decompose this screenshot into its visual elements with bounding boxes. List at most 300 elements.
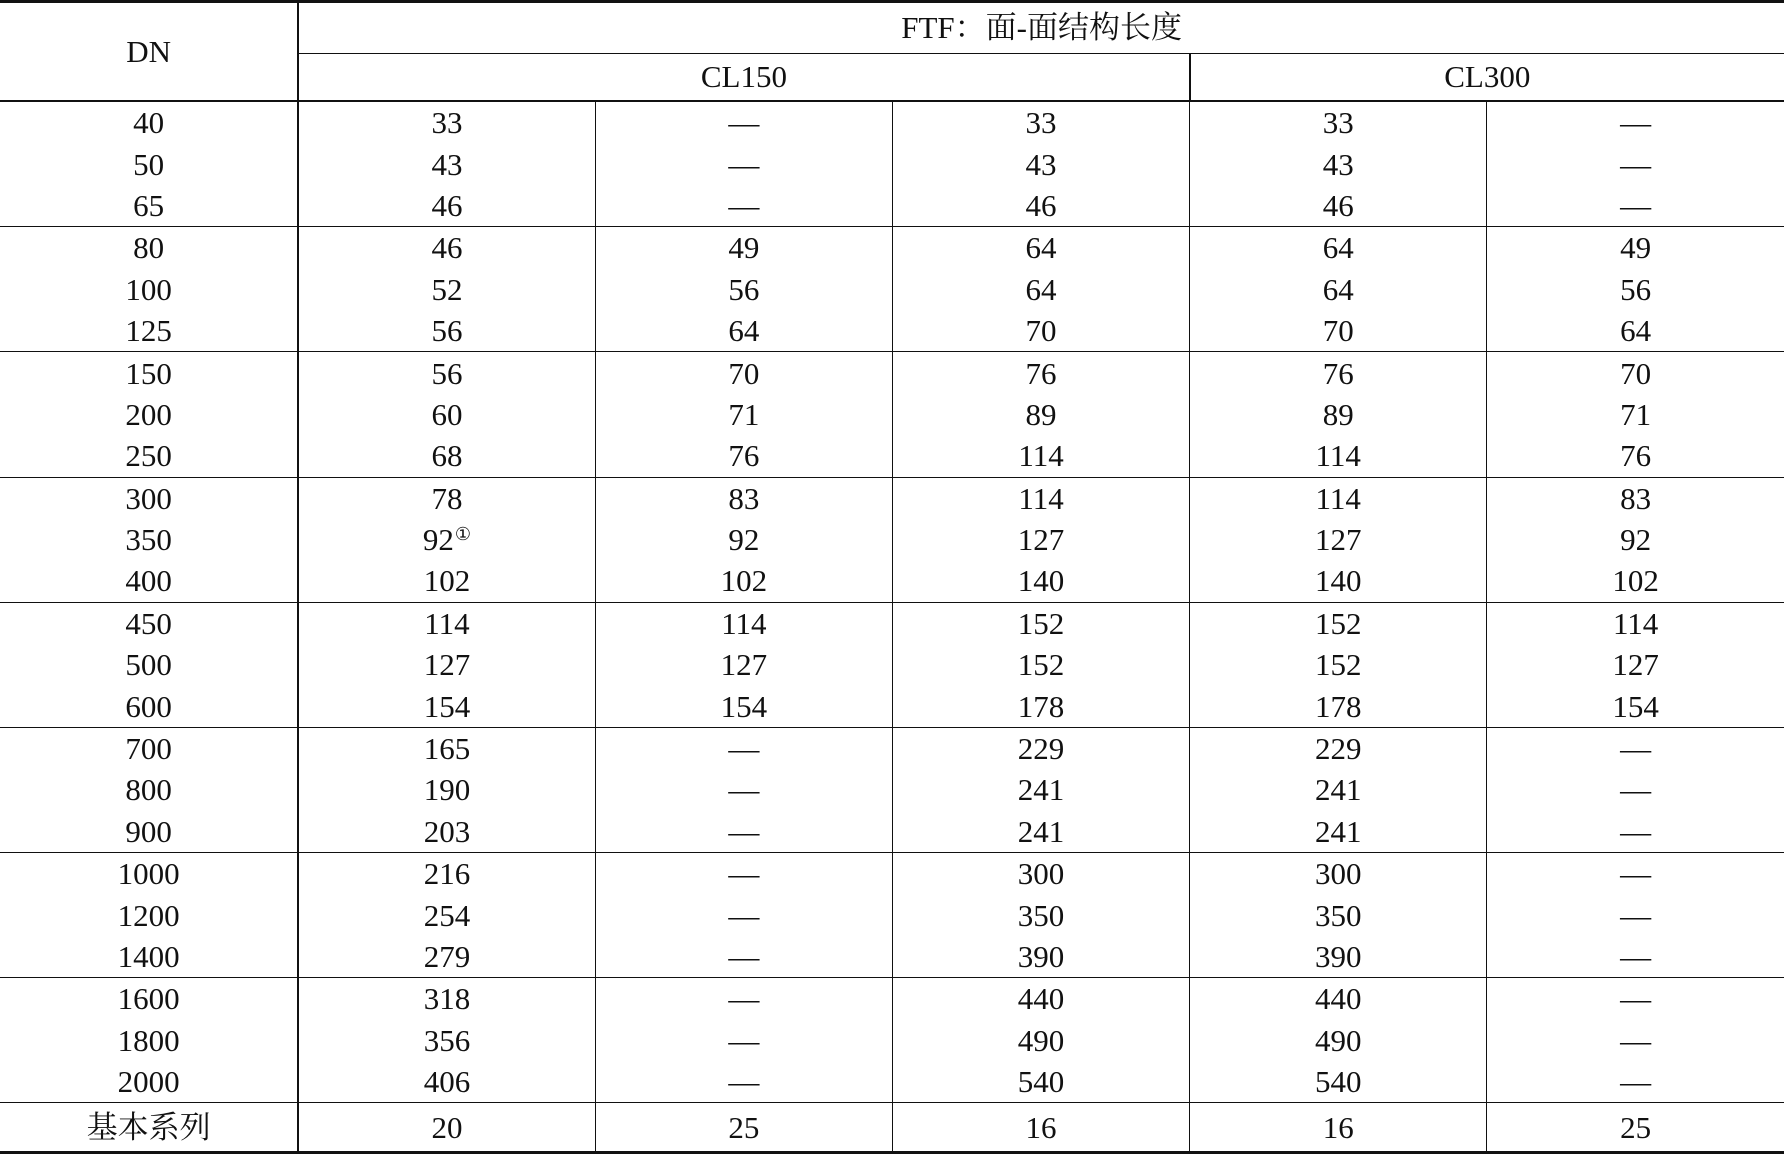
value-cell	[892, 602, 1189, 644]
value-cell	[892, 1020, 1189, 1061]
value-cell	[298, 853, 595, 895]
value-cell	[1190, 602, 1487, 644]
value-cell	[1487, 644, 1784, 685]
value-cell	[1190, 310, 1487, 352]
value-cell	[892, 936, 1189, 978]
value-cell	[1190, 394, 1487, 435]
value-cell	[1190, 894, 1487, 935]
value-cell	[1487, 1020, 1784, 1061]
value-text: 114	[1018, 438, 1064, 474]
table-row	[0, 269, 1784, 310]
value-cell	[892, 269, 1189, 310]
value-cell	[1487, 477, 1784, 519]
value-text: 60	[431, 396, 463, 432]
value-cell	[1487, 685, 1784, 727]
value-text: —	[728, 187, 760, 223]
value-cell	[298, 769, 595, 810]
value-text: 83	[1620, 480, 1652, 516]
value-text: 102	[1612, 563, 1659, 599]
value-text: —	[728, 731, 760, 767]
value-cell	[1190, 269, 1487, 310]
value-cell	[892, 894, 1189, 935]
value-cell	[892, 101, 1189, 143]
value-cell	[595, 101, 892, 143]
value-cell	[892, 560, 1189, 602]
value-cell	[1487, 435, 1784, 477]
value-text: 140	[1314, 563, 1362, 599]
value-text: 540	[1017, 1064, 1065, 1100]
value-text: 154	[423, 688, 471, 724]
value-cell	[595, 352, 892, 394]
value-cell	[1487, 143, 1784, 184]
value-text: 440	[1314, 981, 1362, 1017]
dn-cell: 250	[0, 435, 298, 477]
value-cell	[892, 978, 1189, 1020]
value-text: —	[728, 1064, 760, 1100]
value-text: 71	[728, 396, 760, 432]
value-cell	[1190, 685, 1487, 727]
value-cell	[298, 435, 595, 477]
value-text: 43	[431, 146, 463, 182]
dn-cell: 65	[0, 185, 298, 227]
value-text: 216	[423, 856, 471, 892]
dn-cell: 900	[0, 811, 298, 853]
value-text: 127	[1314, 522, 1362, 558]
value-cell	[1487, 853, 1784, 895]
value-text: 76	[728, 438, 760, 474]
value-cell	[298, 1061, 595, 1103]
value-text: 46	[431, 187, 463, 223]
value-text: —	[728, 981, 760, 1017]
value-text: 89	[1322, 396, 1354, 432]
value-text: 152	[1314, 647, 1362, 683]
value-cell	[595, 435, 892, 477]
table-row	[0, 101, 1784, 143]
basic-series-value: 25	[595, 1103, 892, 1153]
value-cell	[1487, 227, 1784, 269]
value-text: 64	[1322, 271, 1354, 307]
value-text: 78	[431, 480, 463, 516]
table-row	[0, 1061, 1784, 1103]
value-cell	[1190, 853, 1487, 895]
value-cell	[1190, 560, 1487, 602]
value-text: 154	[720, 688, 768, 724]
value-cell	[892, 811, 1189, 853]
value-text: 64	[1620, 313, 1652, 349]
header-cl150: CL150	[298, 53, 1189, 101]
value-text: 178	[1017, 688, 1065, 724]
value-text: 140	[1017, 563, 1065, 599]
value-text: —	[1620, 731, 1652, 767]
value-text: 300	[1017, 856, 1065, 892]
value-text: 390	[1314, 939, 1362, 974]
value-cell	[1190, 352, 1487, 394]
value-text: 33	[431, 105, 463, 141]
value-text: —	[1620, 939, 1652, 974]
value-cell	[892, 310, 1189, 352]
value-text: 190	[423, 772, 471, 808]
value-cell	[595, 394, 892, 435]
table-body	[0, 101, 1784, 1153]
value-text: —	[728, 146, 760, 182]
value-cell	[298, 227, 595, 269]
value-cell	[298, 185, 595, 227]
dn-cell: 1400	[0, 936, 298, 978]
value-cell	[595, 1061, 892, 1103]
basic-series-value: 20	[298, 1103, 595, 1153]
header-cl300: CL300	[1190, 53, 1784, 101]
basic-series-row	[0, 1103, 1784, 1153]
value-cell	[298, 1020, 595, 1061]
table-row	[0, 519, 1784, 560]
value-text: —	[1620, 897, 1652, 933]
value-cell	[1190, 477, 1487, 519]
value-text: 152	[1314, 605, 1362, 641]
value-text: 92	[422, 522, 454, 558]
dn-cell: 125	[0, 310, 298, 352]
value-cell	[595, 769, 892, 810]
value-cell	[1487, 519, 1784, 560]
value-cell	[1190, 143, 1487, 184]
value-cell	[892, 685, 1189, 727]
value-cell	[298, 811, 595, 853]
value-text: 102	[423, 563, 471, 599]
value-cell	[595, 685, 892, 727]
value-cell	[892, 727, 1189, 769]
value-cell	[1190, 978, 1487, 1020]
value-text: 102	[720, 563, 768, 599]
dn-cell: 450	[0, 602, 298, 644]
value-text: —	[728, 1022, 760, 1058]
value-cell	[595, 560, 892, 602]
table-row	[0, 685, 1784, 727]
header-ftf: FTF：面-面结构长度	[298, 2, 1784, 54]
value-cell	[1487, 394, 1784, 435]
value-text: 229	[1314, 731, 1362, 767]
value-text: 127	[423, 647, 471, 683]
table-row	[0, 185, 1784, 227]
value-cell	[1487, 1061, 1784, 1103]
value-text: 178	[1314, 688, 1362, 724]
value-cell	[1487, 185, 1784, 227]
value-cell	[892, 227, 1189, 269]
value-cell	[1487, 727, 1784, 769]
basic-series-label: 基本系列	[0, 1103, 298, 1153]
value-cell	[1190, 227, 1487, 269]
value-cell	[1190, 727, 1487, 769]
value-cell	[298, 936, 595, 978]
value-cell	[298, 352, 595, 394]
value-text: —	[1620, 772, 1652, 808]
value-cell	[298, 978, 595, 1020]
value-cell	[298, 394, 595, 435]
table-row	[0, 394, 1784, 435]
dn-cell: 350	[0, 519, 298, 560]
dn-cell: 300	[0, 477, 298, 519]
value-text: 241	[1017, 772, 1065, 808]
value-text: 203	[423, 813, 471, 849]
value-text: 390	[1017, 939, 1065, 974]
table-row	[0, 1020, 1784, 1061]
value-cell	[1487, 811, 1784, 853]
value-text: 152	[1017, 605, 1065, 641]
value-cell	[298, 519, 595, 560]
value-cell	[595, 602, 892, 644]
dn-cell: 80	[0, 227, 298, 269]
value-cell	[595, 185, 892, 227]
value-text: 350	[1314, 897, 1362, 933]
value-text: —	[1620, 1022, 1652, 1058]
value-text: 43	[1025, 146, 1057, 182]
value-cell	[892, 769, 1189, 810]
value-text: 241	[1017, 813, 1065, 849]
value-text: 490	[1017, 1022, 1065, 1058]
value-cell	[595, 1020, 892, 1061]
value-text: —	[1620, 187, 1652, 223]
dn-cell: 700	[0, 727, 298, 769]
value-cell	[1190, 1061, 1487, 1103]
value-text: 318	[423, 981, 471, 1017]
value-text: 64	[1322, 230, 1354, 266]
value-cell	[892, 143, 1189, 184]
value-cell	[1487, 978, 1784, 1020]
dn-cell: 50	[0, 143, 298, 184]
value-text: 92	[1620, 522, 1652, 558]
value-cell	[892, 519, 1189, 560]
footnote-marker: ①	[454, 524, 472, 545]
value-cell	[595, 227, 892, 269]
value-text: 440	[1017, 981, 1065, 1017]
table-row	[0, 769, 1784, 810]
dn-cell: 800	[0, 769, 298, 810]
value-cell	[1190, 811, 1487, 853]
dn-cell: 2000	[0, 1061, 298, 1103]
value-cell	[1487, 101, 1784, 143]
value-text: —	[728, 856, 760, 892]
value-text: 154	[1612, 688, 1659, 724]
dn-cell: 500	[0, 644, 298, 685]
table-row	[0, 143, 1784, 184]
value-cell	[595, 853, 892, 895]
value-text: 300	[1314, 856, 1362, 892]
value-cell	[298, 310, 595, 352]
value-cell	[1487, 352, 1784, 394]
value-text: 241	[1314, 772, 1362, 808]
value-text: 49	[1620, 230, 1652, 266]
value-text: 76	[1322, 355, 1354, 391]
value-cell	[1487, 769, 1784, 810]
value-cell	[1487, 560, 1784, 602]
value-text: 114	[424, 605, 470, 641]
dn-cell: 100	[0, 269, 298, 310]
value-cell	[595, 143, 892, 184]
value-cell	[595, 894, 892, 935]
value-cell	[1190, 936, 1487, 978]
value-text: 70	[1322, 313, 1354, 349]
value-text: 56	[431, 313, 463, 349]
table-row	[0, 978, 1784, 1020]
value-text: 83	[728, 480, 760, 516]
value-cell	[892, 352, 1189, 394]
table-row	[0, 477, 1784, 519]
value-cell	[1190, 1020, 1487, 1061]
table-row	[0, 811, 1784, 853]
value-text: 540	[1314, 1064, 1362, 1100]
value-cell	[595, 978, 892, 1020]
value-cell	[1487, 310, 1784, 352]
table-row	[0, 227, 1784, 269]
value-cell	[892, 185, 1189, 227]
dn-cell: 600	[0, 685, 298, 727]
table-row	[0, 310, 1784, 352]
value-text: —	[728, 813, 760, 849]
value-text: 241	[1314, 813, 1362, 849]
table-row	[0, 435, 1784, 477]
value-cell	[595, 936, 892, 978]
value-text: 114	[1315, 480, 1361, 516]
value-cell	[595, 644, 892, 685]
value-text: 56	[431, 355, 463, 391]
value-text: 46	[1025, 187, 1057, 223]
value-text: 165	[423, 731, 471, 767]
table-row	[0, 560, 1784, 602]
value-text: 33	[1025, 105, 1057, 141]
value-text: —	[728, 105, 760, 141]
value-text: —	[1620, 856, 1652, 892]
value-cell	[1190, 769, 1487, 810]
value-text: —	[728, 772, 760, 808]
value-text: 76	[1620, 438, 1652, 474]
dn-cell: 200	[0, 394, 298, 435]
value-text: 46	[1322, 187, 1354, 223]
value-cell	[595, 477, 892, 519]
value-text: 52	[431, 271, 463, 307]
dn-cell: 1200	[0, 894, 298, 935]
value-text: —	[1620, 146, 1652, 182]
value-text: 279	[423, 939, 471, 974]
value-text: 490	[1314, 1022, 1362, 1058]
basic-series-value: 25	[1487, 1103, 1784, 1153]
value-text: 49	[728, 230, 760, 266]
value-text: 33	[1322, 105, 1354, 141]
value-cell	[298, 269, 595, 310]
value-text: 127	[1017, 522, 1065, 558]
value-text: 406	[423, 1064, 471, 1100]
value-text: —	[1620, 813, 1652, 849]
value-cell	[298, 143, 595, 184]
value-text: 356	[423, 1022, 471, 1058]
value-text: 70	[1025, 313, 1057, 349]
value-text: 64	[728, 313, 760, 349]
value-text: —	[728, 939, 760, 974]
dn-cell: 1800	[0, 1020, 298, 1061]
value-cell	[1190, 644, 1487, 685]
value-text: 114	[1315, 438, 1361, 474]
table-row	[0, 727, 1784, 769]
value-cell	[595, 811, 892, 853]
value-text: 114	[721, 605, 767, 641]
value-text: 229	[1017, 731, 1065, 767]
value-cell	[1190, 185, 1487, 227]
value-text: 43	[1322, 146, 1354, 182]
value-text: 89	[1025, 396, 1057, 432]
value-cell	[298, 685, 595, 727]
value-text: 127	[1612, 647, 1659, 683]
value-text: 350	[1017, 897, 1065, 933]
value-text: 70	[1620, 355, 1652, 391]
value-cell	[892, 435, 1189, 477]
value-text: —	[1620, 981, 1652, 1017]
table-row	[0, 644, 1784, 685]
value-text: 71	[1620, 396, 1652, 432]
dn-cell: 400	[0, 560, 298, 602]
value-cell	[595, 727, 892, 769]
header-dn: DN	[0, 2, 298, 102]
value-cell	[892, 853, 1189, 895]
value-cell	[892, 477, 1189, 519]
dn-cell: 40	[0, 101, 298, 143]
value-cell	[1190, 435, 1487, 477]
value-cell	[298, 560, 595, 602]
value-cell	[1487, 894, 1784, 935]
value-cell	[595, 519, 892, 560]
value-cell	[595, 310, 892, 352]
value-cell	[892, 394, 1189, 435]
table-row	[0, 853, 1784, 895]
value-cell	[1190, 101, 1487, 143]
value-cell	[298, 101, 595, 143]
table-row	[0, 894, 1784, 935]
value-text: 56	[1620, 271, 1652, 307]
value-text: 64	[1025, 230, 1057, 266]
value-text: 56	[728, 271, 760, 307]
value-cell	[298, 644, 595, 685]
value-cell	[1487, 269, 1784, 310]
value-text: 68	[431, 438, 463, 474]
value-text: 70	[728, 355, 760, 391]
value-cell	[595, 269, 892, 310]
value-text: 254	[423, 897, 471, 933]
basic-series-value: 16	[1190, 1103, 1487, 1153]
value-text: 64	[1025, 271, 1057, 307]
basic-series-value: 16	[892, 1103, 1189, 1153]
value-text: —	[728, 897, 760, 933]
dn-cell: 1000	[0, 853, 298, 895]
value-cell	[892, 644, 1189, 685]
value-cell	[1487, 602, 1784, 644]
value-text: 76	[1025, 355, 1057, 391]
value-cell	[298, 894, 595, 935]
value-text: —	[1620, 105, 1652, 141]
value-cell	[298, 727, 595, 769]
value-cell	[1190, 519, 1487, 560]
table-row	[0, 352, 1784, 394]
value-text: 152	[1017, 647, 1065, 683]
value-cell	[298, 477, 595, 519]
table-row	[0, 936, 1784, 978]
value-text: —	[1620, 1064, 1652, 1100]
value-text: 92	[728, 522, 760, 558]
value-text: 114	[1612, 605, 1659, 641]
value-text: 127	[720, 647, 768, 683]
table-row	[0, 602, 1784, 644]
value-cell	[1487, 936, 1784, 978]
dn-cell: 1600	[0, 978, 298, 1020]
value-text: 114	[1018, 480, 1064, 516]
value-cell	[892, 1061, 1189, 1103]
dn-cell: 150	[0, 352, 298, 394]
value-text: 46	[431, 230, 463, 266]
